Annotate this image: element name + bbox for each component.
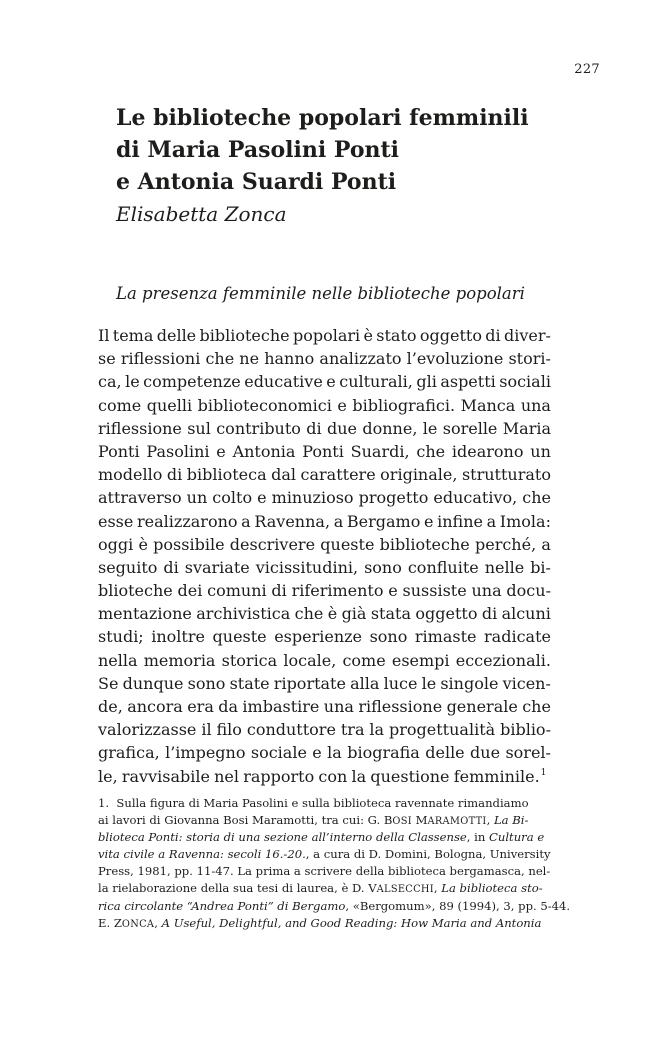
body-line: esse realizzarono a Ravenna, a Bergamo e infine a Imola: xyxy=(98,511,551,531)
article-header xyxy=(116,102,596,228)
footnote-line xyxy=(98,846,551,863)
body-line: se riflessioni che ne hanno analizzato l’evoluzione stori- xyxy=(98,349,551,369)
footnote-line xyxy=(98,863,551,880)
body-line: seguito di svariate vicissitudini, sono confluite nelle bi- xyxy=(98,557,551,577)
body-line: oggi è possibile descrivere queste biblioteche perché, a xyxy=(98,534,551,554)
footnote-line xyxy=(98,812,551,829)
body-line: le, ravvisabile nel rapporto con la questione femminile.$^1$ xyxy=(98,766,547,786)
page-number: 227 xyxy=(574,62,600,77)
article-title-line-1: Le biblioteche popolari femminili xyxy=(116,105,529,131)
footnote-text: la rielaborazione della sua tesi di laurea, è D. VALSECCHI, La biblioteca sto- xyxy=(98,881,543,896)
body-line: valorizzasse il filo conduttore tra la progettualità biblio- xyxy=(98,720,551,740)
article-title-line-2: di Maria Pasolini Ponti xyxy=(116,137,400,163)
body-line: Se dunque sono state riportate alla luce le singole vicen- xyxy=(98,673,551,693)
footnote-line xyxy=(98,880,551,897)
body-line: come quelli biblioteconomici e bibliografici. Manca una xyxy=(98,395,551,415)
body-line: studi; inoltre queste esperienze sono rimaste radicate xyxy=(98,627,551,647)
footnote-line xyxy=(98,795,551,812)
body-line: riflessione sul contributo di due donne, le sorelle Maria xyxy=(98,418,551,438)
body-paragraph xyxy=(98,324,551,788)
footnote-text: blioteca Ponti: storia di una sezione all’interno della Classense, in Cultura e xyxy=(98,830,545,845)
body-line: attraverso un colto e minuzioso progetto educativo, che xyxy=(98,488,551,508)
body-line: ca, le competenze educative e culturali, gli aspetti sociali xyxy=(98,372,551,392)
footnote-text: E. ZONCA, A Useful, Delightful, and Good Reading: How Maria and Antonia xyxy=(98,915,542,930)
body-line: modello di biblioteca dal carattere originale, strutturato xyxy=(98,465,551,485)
section-heading: La presenza femminile nelle biblioteche popolari xyxy=(116,284,525,303)
body-line: grafica, l’impegno sociale e la biografia delle due sorel- xyxy=(98,743,551,763)
footnote-text: vita civile a Ravenna: secoli 16.-20., a cura di D. Domini, Bologna, University xyxy=(98,847,551,862)
footnote-line xyxy=(98,898,571,915)
article-title-line-3: e Antonia Suardi Ponti xyxy=(116,169,397,195)
body-line: mentazione archivistica che è già stata oggetto di alcuni xyxy=(98,604,551,624)
body-line: nella memoria storica locale, come esempi eccezionali. xyxy=(98,650,551,670)
body-line: Il tema delle biblioteche popolari è stato oggetto di diver- xyxy=(98,326,551,345)
footnote-text: Press, 1981, pp. 11-47. La prima a scrivere della biblioteca bergamasca, nel- xyxy=(98,864,551,879)
footnote xyxy=(98,795,571,932)
footnote-line xyxy=(98,829,551,846)
footnote-text: rica circolante “Andrea Ponti” di Bergamo, «Bergomum», 89 (1994), 3, pp. 5-44. xyxy=(98,898,571,913)
footnote-text: ai lavori di Giovanna Bosi Maramotti, tra cui: G. BOSI MARAMOTTI, La Bi- xyxy=(98,813,529,828)
body-line: de, ancora era da imbastire una riflessione generale che xyxy=(98,697,551,716)
footnote-line xyxy=(98,915,551,932)
footnote-text: 1. Sulla figura di Maria Pasolini e sulla biblioteca ravennate rimandiamo xyxy=(98,796,529,810)
body-line: blioteche dei comuni di riferimento e sussiste una docu- xyxy=(98,581,551,601)
article-author: Elisabetta Zonca xyxy=(116,202,287,226)
body-line: Ponti Pasolini e Antonia Ponti Suardi, che idearono un xyxy=(98,441,551,461)
footnote-marker: 1 xyxy=(540,768,547,779)
